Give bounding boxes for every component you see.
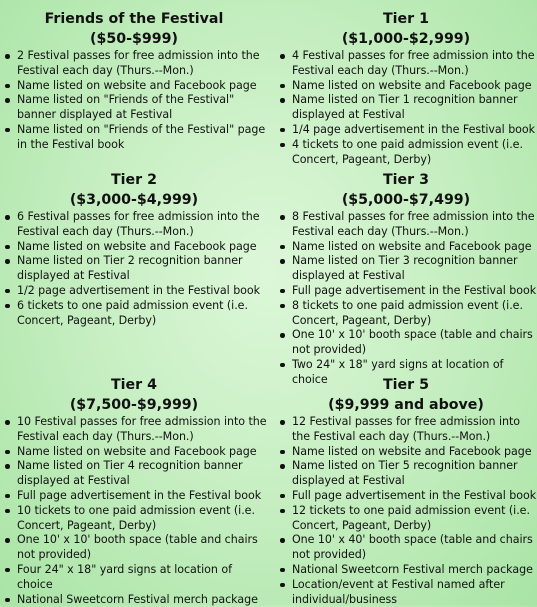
benefit-item: One 10' x 10' booth space (table and chairs not provided) xyxy=(275,328,537,358)
benefit-item: Name listed on website and Facebook page xyxy=(275,79,537,94)
benefit-item: 6 Festival passes for free admission into the Festival each day (Thurs.--Mon.) xyxy=(0,210,268,240)
benefit-list xyxy=(275,415,537,607)
benefit-item: One 10' x 40' booth space (table and chairs not provided) xyxy=(275,533,537,563)
tier-range: ($3,000-$4,999) xyxy=(69,192,199,208)
tier-2 xyxy=(0,170,268,328)
benefit-item: 10 tickets to one paid admission event (i.e. Concert, Pageant, Derby) xyxy=(0,504,268,534)
tier-range: ($7,500-$9,999) xyxy=(69,397,199,413)
benefit-item: Name listed on website and Facebook page xyxy=(0,445,268,460)
benefit-list xyxy=(0,210,268,328)
benefit-item: Name listed on website and Facebook page xyxy=(275,445,537,460)
benefit-item: 12 tickets to one paid admission event (i.e. Concert, Pageant, Derby) xyxy=(275,504,537,534)
tier-range: ($5,000-$7,499) xyxy=(341,192,471,208)
tier-4 xyxy=(0,375,268,607)
tier-range: ($1,000-$2,999) xyxy=(341,31,471,47)
benefit-item: National Sweetcorn Festival merch package xyxy=(275,563,537,578)
tier-1 xyxy=(275,9,537,167)
benefit-item: Full page advertisement in the Festival book xyxy=(275,284,537,299)
tier-title: Tier 5 xyxy=(383,377,429,393)
benefit-item: 2 Festival passes for free admission into the Festival each day (Thurs.--Mon.) xyxy=(0,49,268,79)
benefit-item: 4 tickets to one paid admission event (i.e. Concert, Pageant, Derby) xyxy=(275,138,537,168)
benefit-item: Name listed on Tier 1 recognition banner displayed at Festival xyxy=(275,93,537,123)
benefit-item: Name listed on Tier 5 recognition banner displayed at Festival xyxy=(275,459,537,489)
benefit-item: 1/4 page advertisement in the Festival book xyxy=(275,123,537,138)
benefit-list xyxy=(275,49,537,167)
benefit-item: Name listed on Tier 2 recognition banner displayed at Festival xyxy=(0,254,268,284)
benefit-item: 8 Festival passes for free admission into the Festival each day (Thurs.--Mon.) xyxy=(275,210,537,240)
benefit-item: Location/event at Festival named after individual/business xyxy=(275,578,537,607)
benefit-item: 12 Festival passes for free admission into the Festival each day (Thurs.--Mon.) xyxy=(275,415,537,445)
benefit-item: 6 tickets to one paid admission event (i.e. Concert, Pageant, Derby) xyxy=(0,299,268,329)
benefit-item: Four 24" x 18" yard signs at location of choice xyxy=(0,563,268,593)
benefit-item: 1/2 page advertisement in the Festival book xyxy=(0,284,268,299)
benefit-item: Name listed on Tier 4 recognition banner displayed at Festival xyxy=(0,459,268,489)
tier-range: ($9,999 and above) xyxy=(328,397,484,413)
benefit-item: Name listed on "Friends of the Festival" page in the Festival book xyxy=(0,123,268,153)
benefit-item: Name listed on website and Facebook page xyxy=(0,240,268,255)
tier-5 xyxy=(275,375,537,607)
tier-range: ($50-$999) xyxy=(90,31,178,47)
benefit-item: One 10' x 10' booth space (table and chairs not provided) xyxy=(0,533,268,563)
benefit-item: Name listed on website and Facebook page xyxy=(0,79,268,94)
tier-title: Tier 3 xyxy=(383,172,429,188)
tier-title: Friends of the Festival xyxy=(44,11,224,27)
benefit-item: 8 tickets to one paid admission event (i.e. Concert, Pageant, Derby) xyxy=(275,299,537,329)
benefit-item: Name listed on Tier 3 recognition banner displayed at Festival xyxy=(275,254,537,284)
tier-title: Tier 1 xyxy=(383,11,429,27)
benefit-item: 10 Festival passes for free admission into the Festival each day (Thurs.--Mon.) xyxy=(0,415,268,445)
benefit-list xyxy=(275,210,537,388)
tier-title: Tier 2 xyxy=(111,172,157,188)
tier-title: Tier 4 xyxy=(111,377,157,393)
benefit-item: Full page advertisement in the Festival book xyxy=(275,489,537,504)
benefit-item: Full page advertisement in the Festival book xyxy=(0,489,268,504)
benefit-list xyxy=(0,415,268,607)
benefit-item: Name listed on website and Facebook page xyxy=(275,240,537,255)
tier-3 xyxy=(275,170,537,388)
benefit-item: 4 Festival passes for free admission into the Festival each day (Thurs.--Mon.) xyxy=(275,49,537,79)
benefit-item: National Sweetcorn Festival merch package xyxy=(0,593,268,607)
benefit-list xyxy=(0,49,268,153)
benefit-item: Two 24" x 18" yard signs at location of choice xyxy=(275,358,537,388)
benefit-item: Name listed on "Friends of the Festival" banner displayed at Festival xyxy=(0,93,268,123)
tier-friends-of-the-festival xyxy=(0,9,268,153)
